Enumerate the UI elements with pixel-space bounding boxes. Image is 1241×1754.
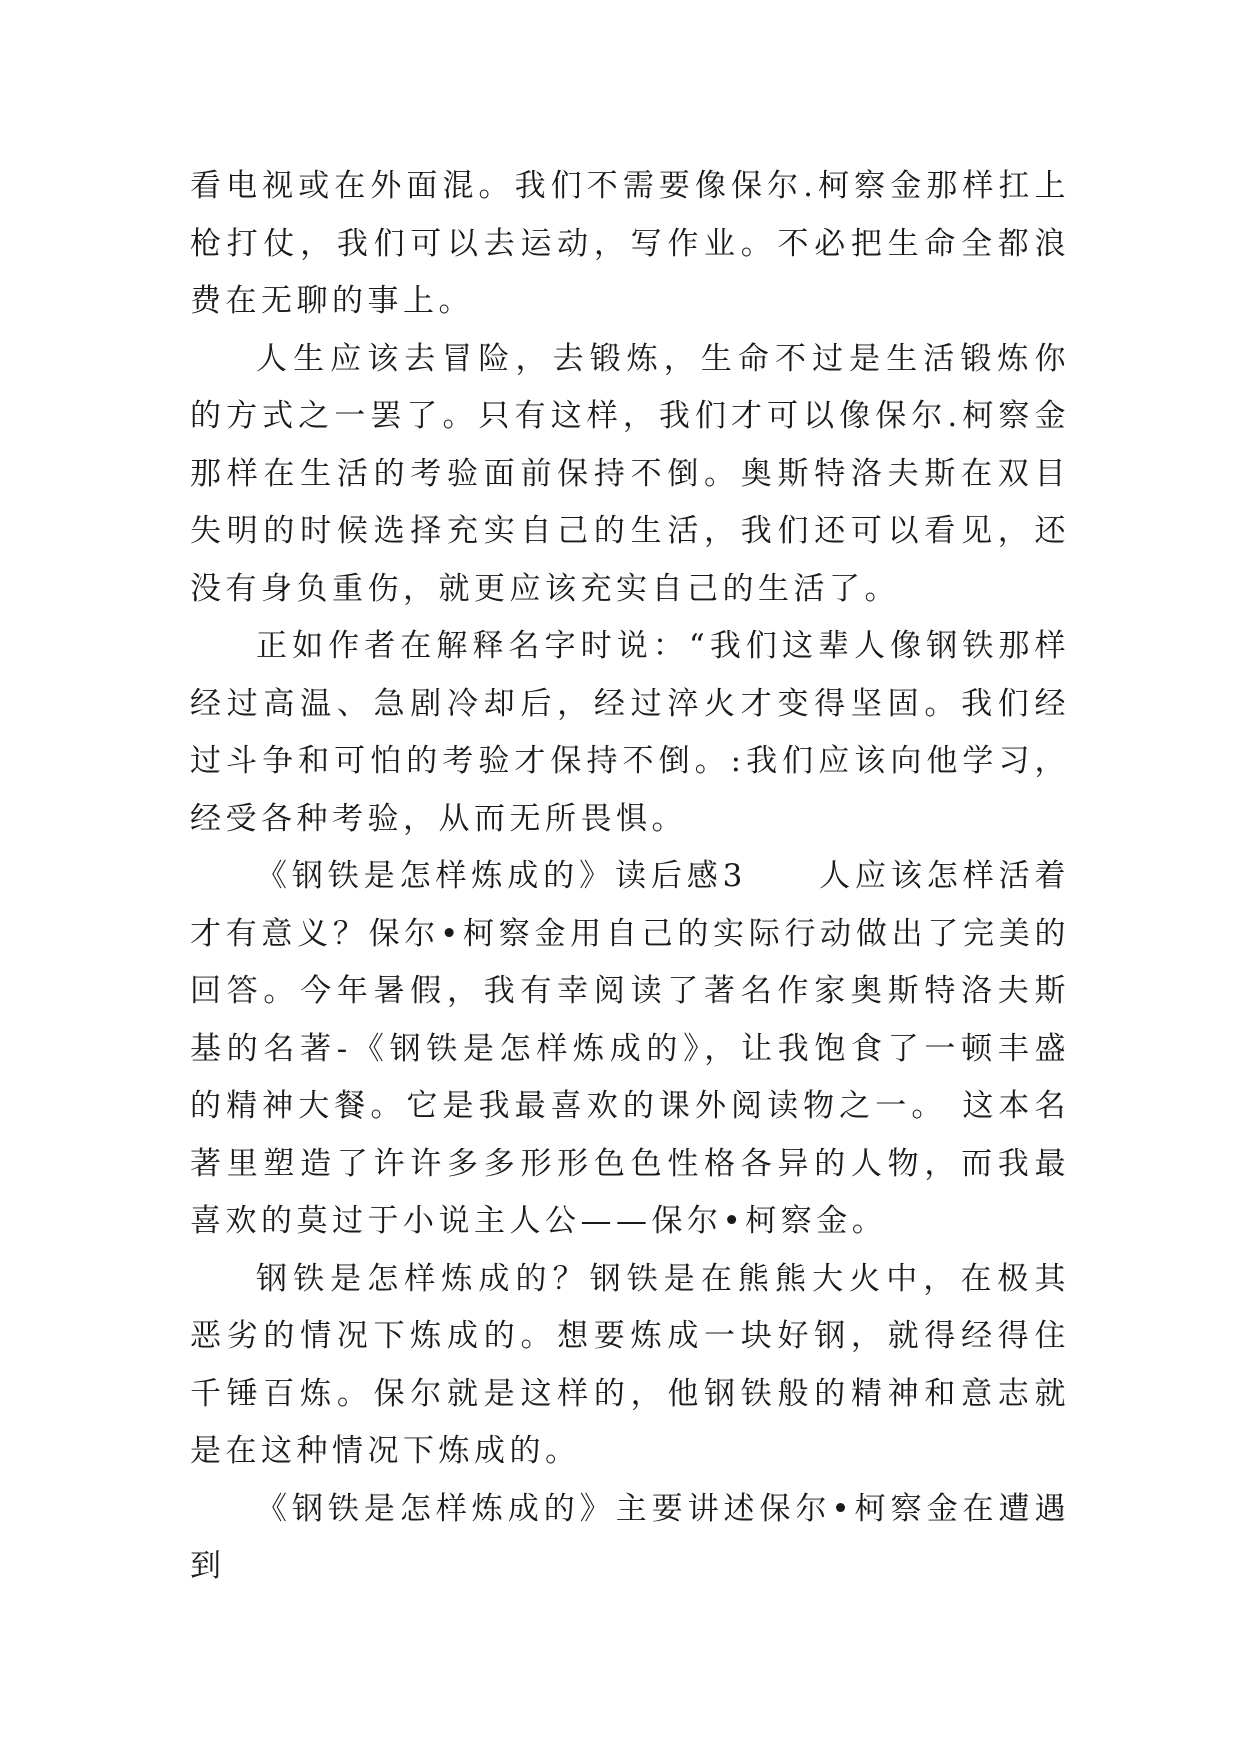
paragraph-5: 钢铁是怎样炼成的？钢铁是在熊熊大火中，在极其恶劣的情况下炼成的。想要炼成一块好钢，就得经得住千锤百炼。保尔就是这样的，他钢铁般的精神和意志就是在这种情况下炼成的。: [190, 1260, 1070, 1469]
paragraph-4: 《钢铁是怎样炼成的》读后感3 人应该怎样活着才有意义？保尔•柯察金用自己的实际行动做出了完美的回答。今年暑假，我有幸阅读了著名作家奥斯特洛夫斯基的名著-《钢铁是怎样炼成的》，让我饱食了一顿丰盛的精神大餐。它是我最喜欢的课外阅读物之一。 这本名著里塑造了许许多多形形色色性格各异的人物，而我最喜欢的莫过于小说主人公——保尔•柯察金。: [190, 858, 1070, 1239]
paragraph-1: 看电视或在外面混。我们不需要像保尔.柯察金那样扛上枪打仗，我们可以去运动，写作业。不必把生命全都浪费在无聊的事上。: [190, 168, 1070, 319]
paragraph-6: 《钢铁是怎样炼成的》主要讲述保尔•柯察金在遭遇到: [190, 1490, 1070, 1584]
paragraph-3: 正如作者在解释名字时说：“我们这辈人像钢铁那样经过高温、急剧冷却后，经过淬火才变得坚固。我们经过斗争和可怕的考验才保持不倒。:我们应该向他学习，经受各种考验，从而无所畏惧。: [190, 628, 1070, 837]
document-body: [190, 158, 1070, 1596]
paragraph-2: 人生应该去冒险，去锻炼，生命不过是生活锻炼你的方式之一罢了。只有这样，我们才可以像保尔.柯察金那样在生活的考验面前保持不倒。奥斯特洛夫斯在双目失明的时候选择充实自己的生活，我们还可以看见，还没有身负重伤，就更应该充实自己的生活了。: [190, 340, 1070, 607]
